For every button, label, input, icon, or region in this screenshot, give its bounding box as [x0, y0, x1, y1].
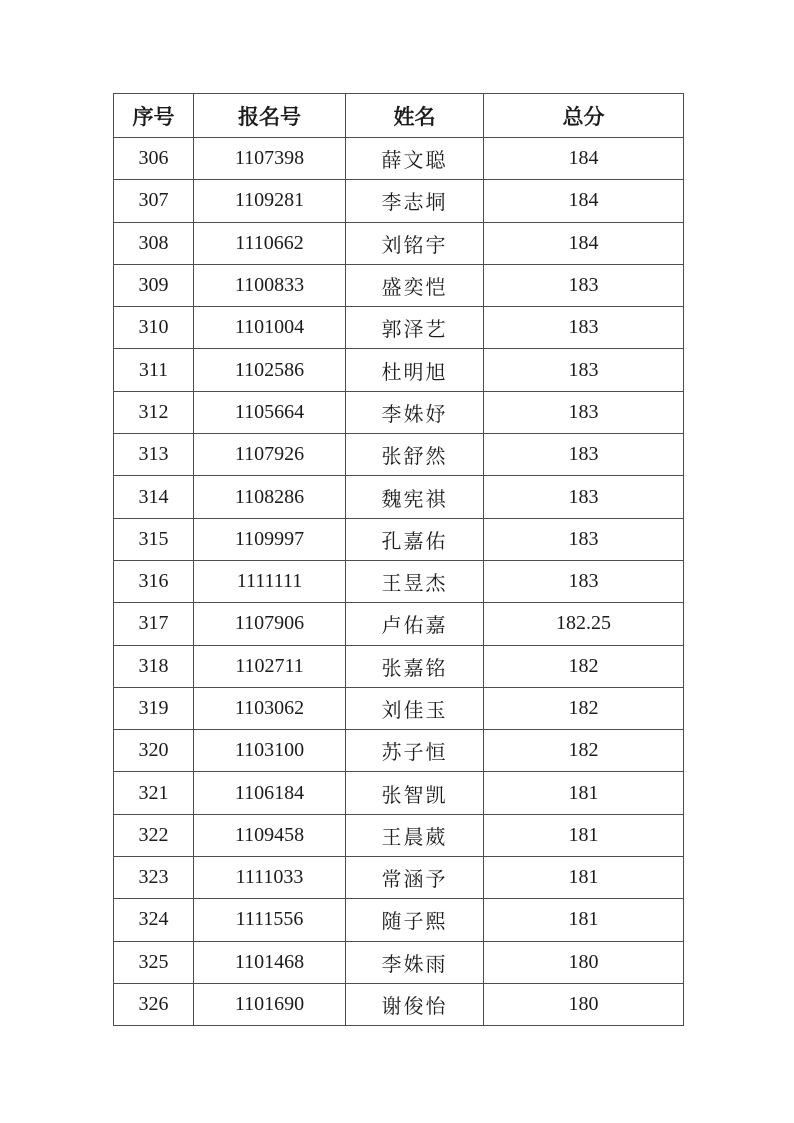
- cell-registration: 1105664: [194, 391, 346, 433]
- header-registration-number: 报名号: [194, 94, 346, 138]
- cell-score: 181: [484, 899, 684, 941]
- cell-serial: 318: [114, 645, 194, 687]
- cell-score: 183: [484, 264, 684, 306]
- table-row: [114, 772, 684, 814]
- cell-serial: 309: [114, 264, 194, 306]
- cell-score: 181: [484, 772, 684, 814]
- cell-registration: 1111111: [194, 560, 346, 602]
- cell-serial: 312: [114, 391, 194, 433]
- table-header: [114, 94, 684, 138]
- cell-serial: 320: [114, 730, 194, 772]
- cell-score: 181: [484, 857, 684, 899]
- cell-score: 183: [484, 434, 684, 476]
- cell-serial: 306: [114, 138, 194, 180]
- cell-serial: 325: [114, 941, 194, 983]
- cell-name: 张嘉铭: [346, 645, 484, 687]
- cell-serial: 313: [114, 434, 194, 476]
- cell-score: 181: [484, 814, 684, 856]
- cell-registration: 1110662: [194, 222, 346, 264]
- table-row: [114, 814, 684, 856]
- header-total-score: 总分: [484, 94, 684, 138]
- table-row: [114, 899, 684, 941]
- cell-name: 常涵予: [346, 857, 484, 899]
- table-row: [114, 603, 684, 645]
- cell-serial: 322: [114, 814, 194, 856]
- cell-score: 183: [484, 518, 684, 560]
- cell-registration: 1108286: [194, 476, 346, 518]
- cell-serial: 315: [114, 518, 194, 560]
- cell-serial: 323: [114, 857, 194, 899]
- table-row: [114, 687, 684, 729]
- cell-name: 王昱杰: [346, 560, 484, 602]
- cell-serial: 310: [114, 307, 194, 349]
- cell-name: 刘铭宇: [346, 222, 484, 264]
- cell-score: 180: [484, 983, 684, 1025]
- table-row: [114, 941, 684, 983]
- cell-name: 张智凯: [346, 772, 484, 814]
- cell-score: 183: [484, 560, 684, 602]
- cell-name: 薛文聪: [346, 138, 484, 180]
- table-row: [114, 518, 684, 560]
- cell-name: 张舒然: [346, 434, 484, 476]
- cell-name: 刘佳玉: [346, 687, 484, 729]
- cell-score: 182: [484, 687, 684, 729]
- cell-serial: 321: [114, 772, 194, 814]
- cell-score: 184: [484, 180, 684, 222]
- cell-registration: 1101004: [194, 307, 346, 349]
- cell-serial: 314: [114, 476, 194, 518]
- cell-serial: 307: [114, 180, 194, 222]
- cell-registration: 1109458: [194, 814, 346, 856]
- cell-serial: 316: [114, 560, 194, 602]
- cell-name: 李姝雨: [346, 941, 484, 983]
- table-body: [114, 138, 684, 1026]
- table-row: [114, 349, 684, 391]
- cell-name: 郭泽艺: [346, 307, 484, 349]
- cell-name: 苏子恒: [346, 730, 484, 772]
- table-row: [114, 138, 684, 180]
- table-row: [114, 857, 684, 899]
- cell-name: 孔嘉佑: [346, 518, 484, 560]
- cell-registration: 1103062: [194, 687, 346, 729]
- header-name: 姓名: [346, 94, 484, 138]
- cell-registration: 1109997: [194, 518, 346, 560]
- cell-registration: 1106184: [194, 772, 346, 814]
- cell-score: 182.25: [484, 603, 684, 645]
- cell-name: 杜明旭: [346, 349, 484, 391]
- cell-score: 184: [484, 222, 684, 264]
- table-row: [114, 645, 684, 687]
- table-row: [114, 391, 684, 433]
- table-row: [114, 180, 684, 222]
- cell-serial: 324: [114, 899, 194, 941]
- header-serial-number: 序号: [114, 94, 194, 138]
- table-row: [114, 476, 684, 518]
- cell-name: 李志垌: [346, 180, 484, 222]
- cell-score: 183: [484, 476, 684, 518]
- cell-name: 李姝妤: [346, 391, 484, 433]
- table-row: [114, 560, 684, 602]
- cell-name: 王晨葳: [346, 814, 484, 856]
- cell-registration: 1111033: [194, 857, 346, 899]
- cell-registration: 1107926: [194, 434, 346, 476]
- cell-registration: 1109281: [194, 180, 346, 222]
- table-row: [114, 264, 684, 306]
- table-row: [114, 730, 684, 772]
- cell-registration: 1101690: [194, 983, 346, 1025]
- cell-score: 184: [484, 138, 684, 180]
- cell-registration: 1107906: [194, 603, 346, 645]
- cell-score: 182: [484, 645, 684, 687]
- cell-score: 183: [484, 349, 684, 391]
- cell-name: 盛奕恺: [346, 264, 484, 306]
- cell-score: 183: [484, 391, 684, 433]
- cell-registration: 1102711: [194, 645, 346, 687]
- cell-name: 谢俊怡: [346, 983, 484, 1025]
- cell-score: 183: [484, 307, 684, 349]
- cell-registration: 1107398: [194, 138, 346, 180]
- table-row: [114, 307, 684, 349]
- table-row: [114, 434, 684, 476]
- header-row: [114, 94, 684, 138]
- cell-registration: 1111556: [194, 899, 346, 941]
- cell-registration: 1103100: [194, 730, 346, 772]
- cell-registration: 1100833: [194, 264, 346, 306]
- table-row: [114, 222, 684, 264]
- cell-name: 随子熙: [346, 899, 484, 941]
- cell-score: 180: [484, 941, 684, 983]
- cell-serial: 317: [114, 603, 194, 645]
- cell-serial: 308: [114, 222, 194, 264]
- cell-registration: 1101468: [194, 941, 346, 983]
- cell-name: 魏宪祺: [346, 476, 484, 518]
- cell-name: 卢佑嘉: [346, 603, 484, 645]
- cell-score: 182: [484, 730, 684, 772]
- cell-serial: 326: [114, 983, 194, 1025]
- cell-serial: 319: [114, 687, 194, 729]
- table-row: [114, 983, 684, 1025]
- score-table: [113, 93, 684, 1026]
- cell-serial: 311: [114, 349, 194, 391]
- cell-registration: 1102586: [194, 349, 346, 391]
